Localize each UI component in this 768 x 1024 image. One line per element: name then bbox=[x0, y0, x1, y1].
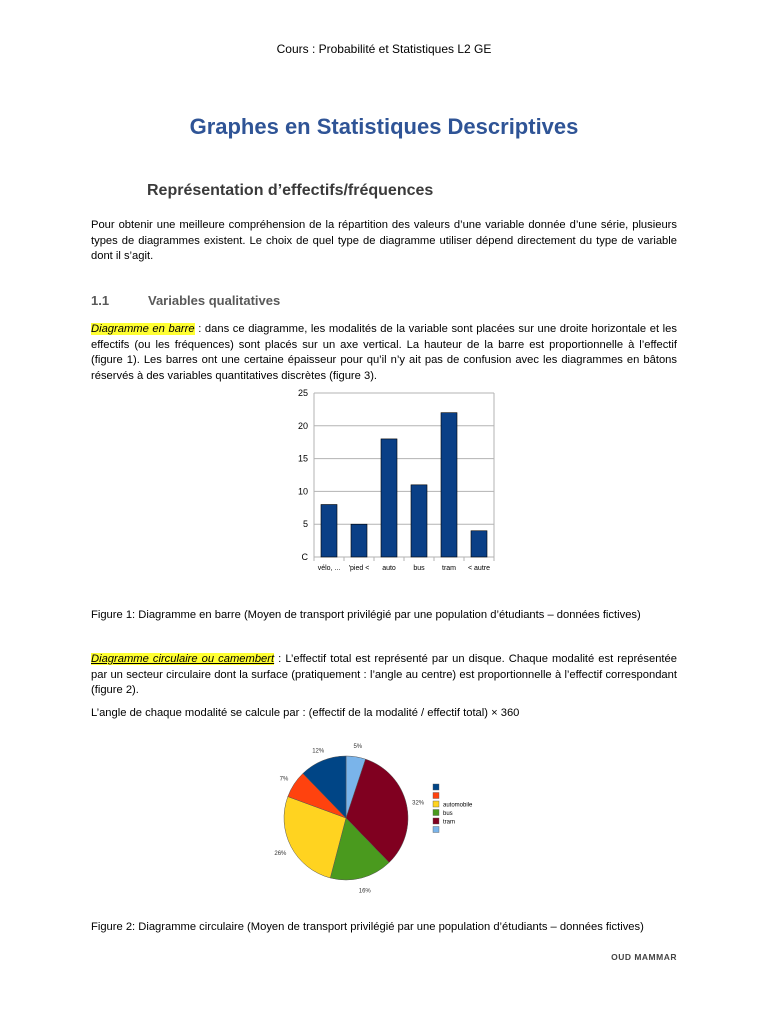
bar bbox=[321, 505, 337, 557]
x-tick-label: < autre bbox=[468, 565, 490, 572]
page-header: Cours : Probabilité et Statistiques L2 GE bbox=[276, 42, 492, 56]
figure-1-caption: Figure 1: Diagramme en barre (Moyen de transport privilégié par une population d’étudiants – données fictives) bbox=[91, 609, 641, 621]
slice-percent-label: 5% bbox=[353, 743, 363, 750]
slice-percent-label: 12% bbox=[312, 748, 325, 755]
legend-label: bus bbox=[443, 811, 453, 817]
legend-swatch bbox=[433, 793, 439, 799]
y-tick-label: 15 bbox=[297, 453, 308, 464]
y-tick-label: 20 bbox=[297, 420, 308, 431]
x-tick-label: auto bbox=[382, 565, 396, 572]
x-tick-label: tram bbox=[442, 565, 456, 572]
legend-swatch bbox=[433, 784, 439, 790]
legend-swatch bbox=[433, 801, 439, 807]
bar bbox=[411, 485, 427, 557]
bar bbox=[471, 531, 487, 557]
legend-label: tram bbox=[443, 819, 455, 826]
pie-chart-description: : L’effectif total est représenté par un disque. Chaque modalité est représentée par un secteur circulaire dont la surface (pratiquement : l’angle au centre) est proportionnelle à l’effectif correspondant (figure 2). bbox=[91, 653, 677, 697]
y-tick-label: 5 bbox=[302, 519, 308, 530]
bar-chart-paragraph bbox=[91, 322, 677, 384]
slice-percent-label: 26% bbox=[274, 851, 287, 858]
legend-swatch bbox=[433, 810, 439, 816]
x-tick-label: 'pied < bbox=[348, 565, 370, 572]
page-title: Graphes en Statistiques Descriptives bbox=[189, 114, 579, 139]
slice-percent-label: 7% bbox=[279, 776, 289, 783]
pie-chart-term: Diagramme circulaire ou camembert bbox=[91, 653, 275, 665]
section-subtitle: Représentation d’effectifs/fréquences bbox=[147, 182, 434, 199]
legend-label: automobile bbox=[443, 802, 473, 809]
bar-chart bbox=[280, 385, 510, 585]
figure-2-caption: Figure 2: Diagramme circulaire (Moyen de transport privilégié par une population d’étudiants – données fictives) bbox=[91, 921, 644, 933]
bar-chart-term: Diagramme en barre bbox=[91, 323, 195, 335]
legend-swatch bbox=[433, 827, 439, 833]
pie-chart-paragraph bbox=[91, 652, 677, 699]
slice-percent-label: 32% bbox=[412, 800, 425, 807]
intro-paragraph: Pour obtenir une meilleure compréhension de la répartition des valeurs d’une variable donnée d’une série, plusieurs types de diagrammes existent. Le choix de quel type de diagramme utiliser dépend directement du type de variable dont il s’agit. bbox=[91, 219, 677, 263]
y-tick-label: 25 bbox=[297, 388, 308, 398]
slice-percent-label: 16% bbox=[358, 888, 371, 895]
x-tick-label: vélo, ... bbox=[317, 565, 341, 572]
section-number: 1.1 bbox=[91, 293, 110, 308]
bar-chart-description: : dans ce diagramme, les modalités de la variable sont placées sur une droite horizontale et les effectifs (ou les fréquences) sont placés sur un axe vertical. La hauteur de la barre est proportionnelle à l’effectif (figure 1). Les barres ont une certaine épaisseur pour qu’il n’y ait pas de confusion avec les diagrammes en bâtons réservés à des variables quantitatives discrètes (figure 3). bbox=[91, 323, 677, 382]
x-tick-label: bus bbox=[413, 565, 425, 572]
pie-chart bbox=[260, 738, 500, 895]
bar bbox=[351, 524, 367, 557]
angle-formula: L’angle de chaque modalité se calcule par : (effectif de la modalité / effectif total) × 360 bbox=[91, 707, 520, 719]
legend-swatch bbox=[433, 818, 439, 824]
y-tick-label: 10 bbox=[297, 486, 308, 497]
bar bbox=[441, 413, 457, 557]
page-footer: OUD MAMMAR bbox=[611, 952, 677, 962]
bar bbox=[381, 439, 397, 557]
y-tick-label: C bbox=[301, 552, 308, 562]
section-title: Variables qualitatives bbox=[148, 293, 281, 308]
